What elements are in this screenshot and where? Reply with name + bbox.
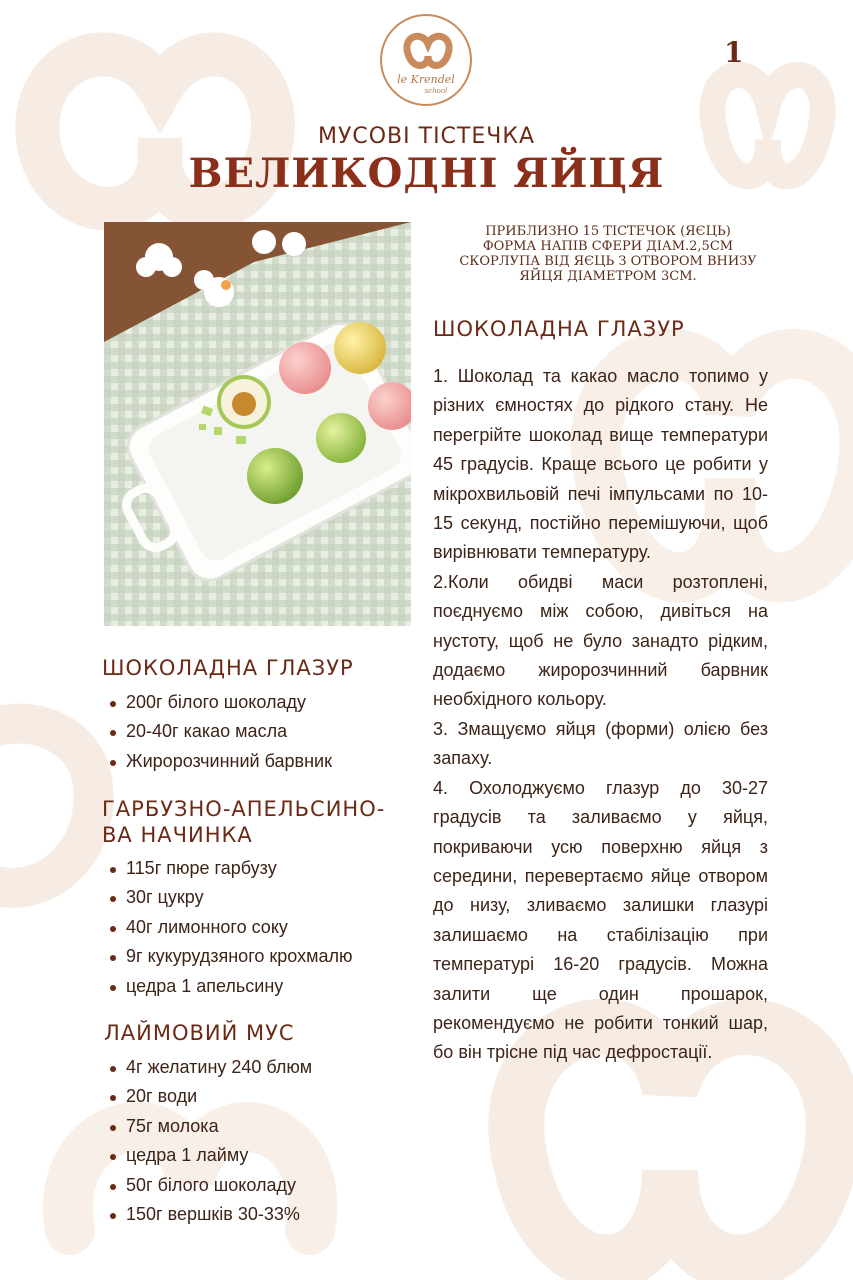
page-title: ВЕЛИКОДНІ ЯЙЦЯ: [188, 150, 665, 197]
glaze-ingredients-list: [104, 688, 332, 776]
filling-ingredients-list: [104, 854, 352, 1001]
recipe-photo: [104, 222, 411, 626]
list-item: 50г білого шоколаду: [104, 1171, 312, 1200]
school-logo: [380, 14, 472, 106]
filling-heading-line2: ВА НАЧИНКА: [102, 823, 253, 847]
mousse-ingredients-list: [104, 1053, 312, 1229]
method-step: 4. Охолоджуємо глазур до 30-27 градусів та заливаємо у яйця, покриваючи усю поверхню яйця з середини, перевертаємо яйце отвором до низу, зливаємо залишки глазурі залишаємо на стабілізацію при температурі 16-20 градусів. Можна залити ще один прошарок, рекомендуємо не робити тонкий шар, бо він трісне під час дефростації.: [433, 777, 768, 1063]
list-item: цедра 1 лайму: [104, 1141, 312, 1170]
info-line: СКОРЛУПА ВІД ЯЄЦЬ З ОТВОРОМ ВНИЗУ: [459, 254, 757, 269]
list-item: 75г молока: [104, 1112, 312, 1141]
list-item: 9г кукурудзяного крохмалю: [104, 942, 352, 971]
recipe-yield-info: [433, 224, 783, 284]
list-item: 4г желатину 240 блюм: [104, 1053, 312, 1082]
page-number: 1: [724, 36, 744, 69]
list-item: 30г цукру: [104, 883, 352, 912]
method-step: 2.Коли обидві маси розтоплені, поєднуємо між собою, дивіться на нустоту, щоб не було занадто рідким, додаємо жиророзчинний барвник необхідного кольору.: [433, 571, 768, 710]
list-item: 20-40г какао масла: [104, 717, 332, 746]
pretzel-logo-icon: [400, 28, 456, 72]
glaze-ingredients-heading: ШОКОЛАДНА ГЛАЗУР: [102, 656, 354, 680]
list-item: 115г пюре гарбузу: [104, 854, 352, 883]
method-step: 1. Шоколад та какао масло топимо у різних ємностях до рідкого стану. Не перегрійте шоколад вище температури 45 градусів. Краще всього це робити у мікрохвильовій печі імпульсами по 10-15 секунд, постійно перемішуючи, щоб вирівнювати температуру.: [433, 366, 768, 563]
info-line: ФОРМА НАПІВ СФЕРИ ДІАМ.2,5СМ: [482, 239, 734, 254]
method-steps: [433, 362, 768, 1068]
method-step: 3. Змащуємо яйця (форми) олією без запаху.: [433, 718, 768, 769]
list-item: Жиророзчинний барвник: [104, 747, 332, 776]
list-item: цедра 1 апельсину: [104, 972, 352, 1001]
list-item: 200г білого шоколаду: [104, 688, 332, 717]
filling-heading-line1: ГАРБУЗНО-АПЕЛЬСИНО-: [102, 797, 386, 821]
page-subtitle: МУСОВІ ТІСТЕЧКА: [317, 124, 536, 149]
logo-subtitle: school: [424, 87, 448, 95]
info-line: ЯЙЦЯ ДІАМЕТРОМ 3СМ.: [519, 269, 697, 284]
info-line: ПРИБЛИЗНО 15 ТІСТЕЧОК (ЯЄЦЬ): [485, 224, 731, 239]
mousse-heading: ЛАЙМОВИЙ МУС: [104, 1021, 295, 1045]
filling-heading: [102, 796, 385, 848]
list-item: 150г вершків 30-33%: [104, 1200, 312, 1229]
method-heading: ШОКОЛАДНА ГЛАЗУР: [433, 317, 685, 341]
logo-name: le Krendel: [397, 73, 455, 86]
list-item: 40г лимонного соку: [104, 913, 352, 942]
list-item: 20г води: [104, 1082, 312, 1111]
